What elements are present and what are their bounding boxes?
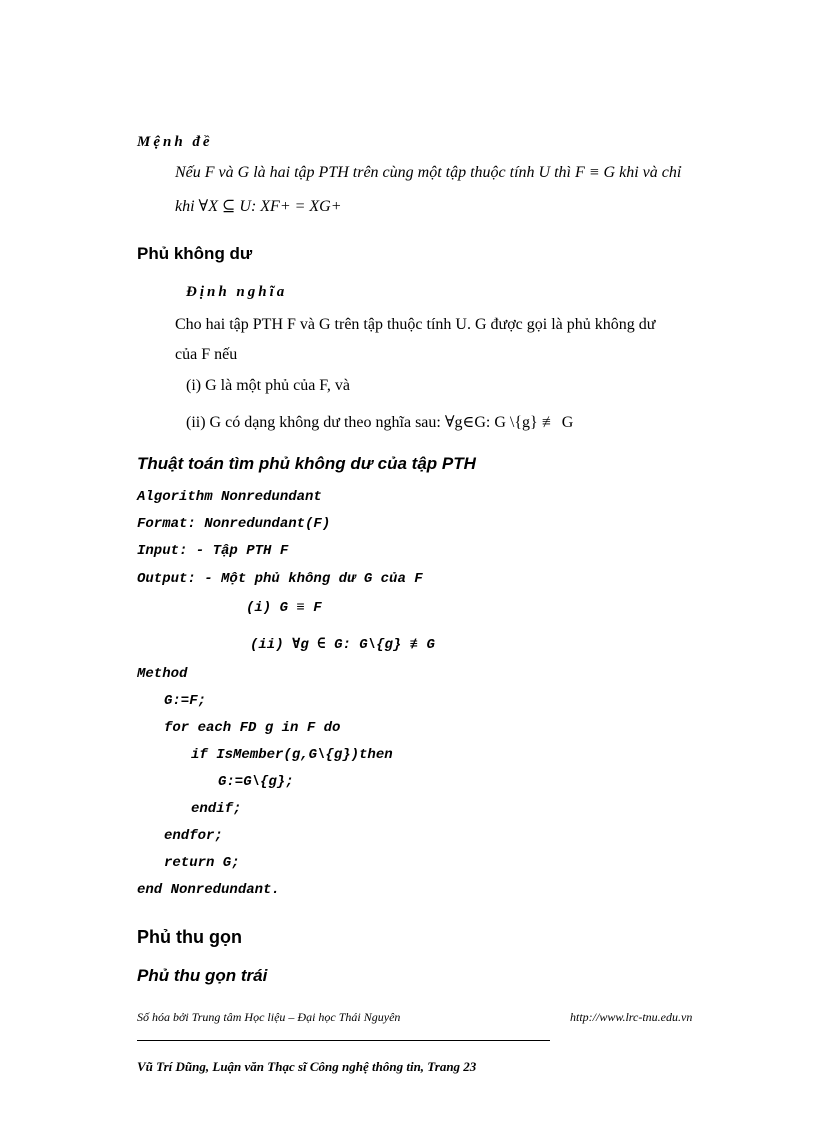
code-line: Input: - Tập PTH F [137,543,289,559]
code-line: Output: - Một phủ không dư G của F [137,571,423,587]
code-line: Method [137,666,188,682]
code-line: G:=F; [164,693,207,709]
code-line: Format: Nonredundant(F) [137,516,331,532]
definition-item-1: (i) G là một phủ của F, và [186,377,351,394]
code-line: for each FD g in F do [164,720,341,736]
definition-line-1: Cho hai tập PTH F và G trên tập thuộc tính U. G được gọi là phủ không dư [175,316,656,333]
algorithm-heading: Thuật toán tìm phủ không dư của tập PTH [137,454,476,473]
proposition-title: Mệnh đề [137,134,213,150]
code-line: end Nonredundant. [137,882,280,898]
code-line: (i) G ≡ F [246,600,322,616]
code-line: if IsMember(g,G\{g})then [191,747,393,763]
section-heading-left-reduced-cover: Phủ thu gọn trái [137,966,268,985]
footer-source: Số hóa bởi Trung tâm Học liệu – Đại học Thái Nguyên [137,1010,401,1024]
section-heading-reduced-cover: Phủ thu gọn [137,927,242,947]
code-line: endif; [191,801,242,817]
code-line: endfor; [164,828,223,844]
footer-url[interactable]: http://www.lrc-tnu.edu.vn [570,1010,693,1024]
proposition-line-2: khi ∀X ⊆ U: XF+ = XG+ [175,198,342,215]
proposition-line-1: Nếu F và G là hai tập PTH trên cùng một tập thuộc tính U thì F ≡ G khi và chỉ [175,164,682,181]
definition-line-2: của F nếu [175,346,238,363]
definition-title: Định nghĩa [186,284,288,300]
code-line: G:=G\{g}; [218,774,294,790]
code-line: return G; [164,855,240,871]
section-heading-nonredundant-cover: Phủ không dư [137,244,253,263]
code-line: (ii) ∀g ∈ G: G\{g} ≢ G [250,637,435,653]
footer-page-info: Vũ Trí Dũng, Luận văn Thạc sĩ Công nghệ thông tin, Trang 23 [137,1059,477,1074]
definition-item-2: (ii) G có dạng không dư theo nghĩa sau: ∀g∈G: G \{g} ≢ G [186,414,574,431]
code-line: Algorithm Nonredundant [137,489,322,505]
footer-divider [137,1040,550,1041]
